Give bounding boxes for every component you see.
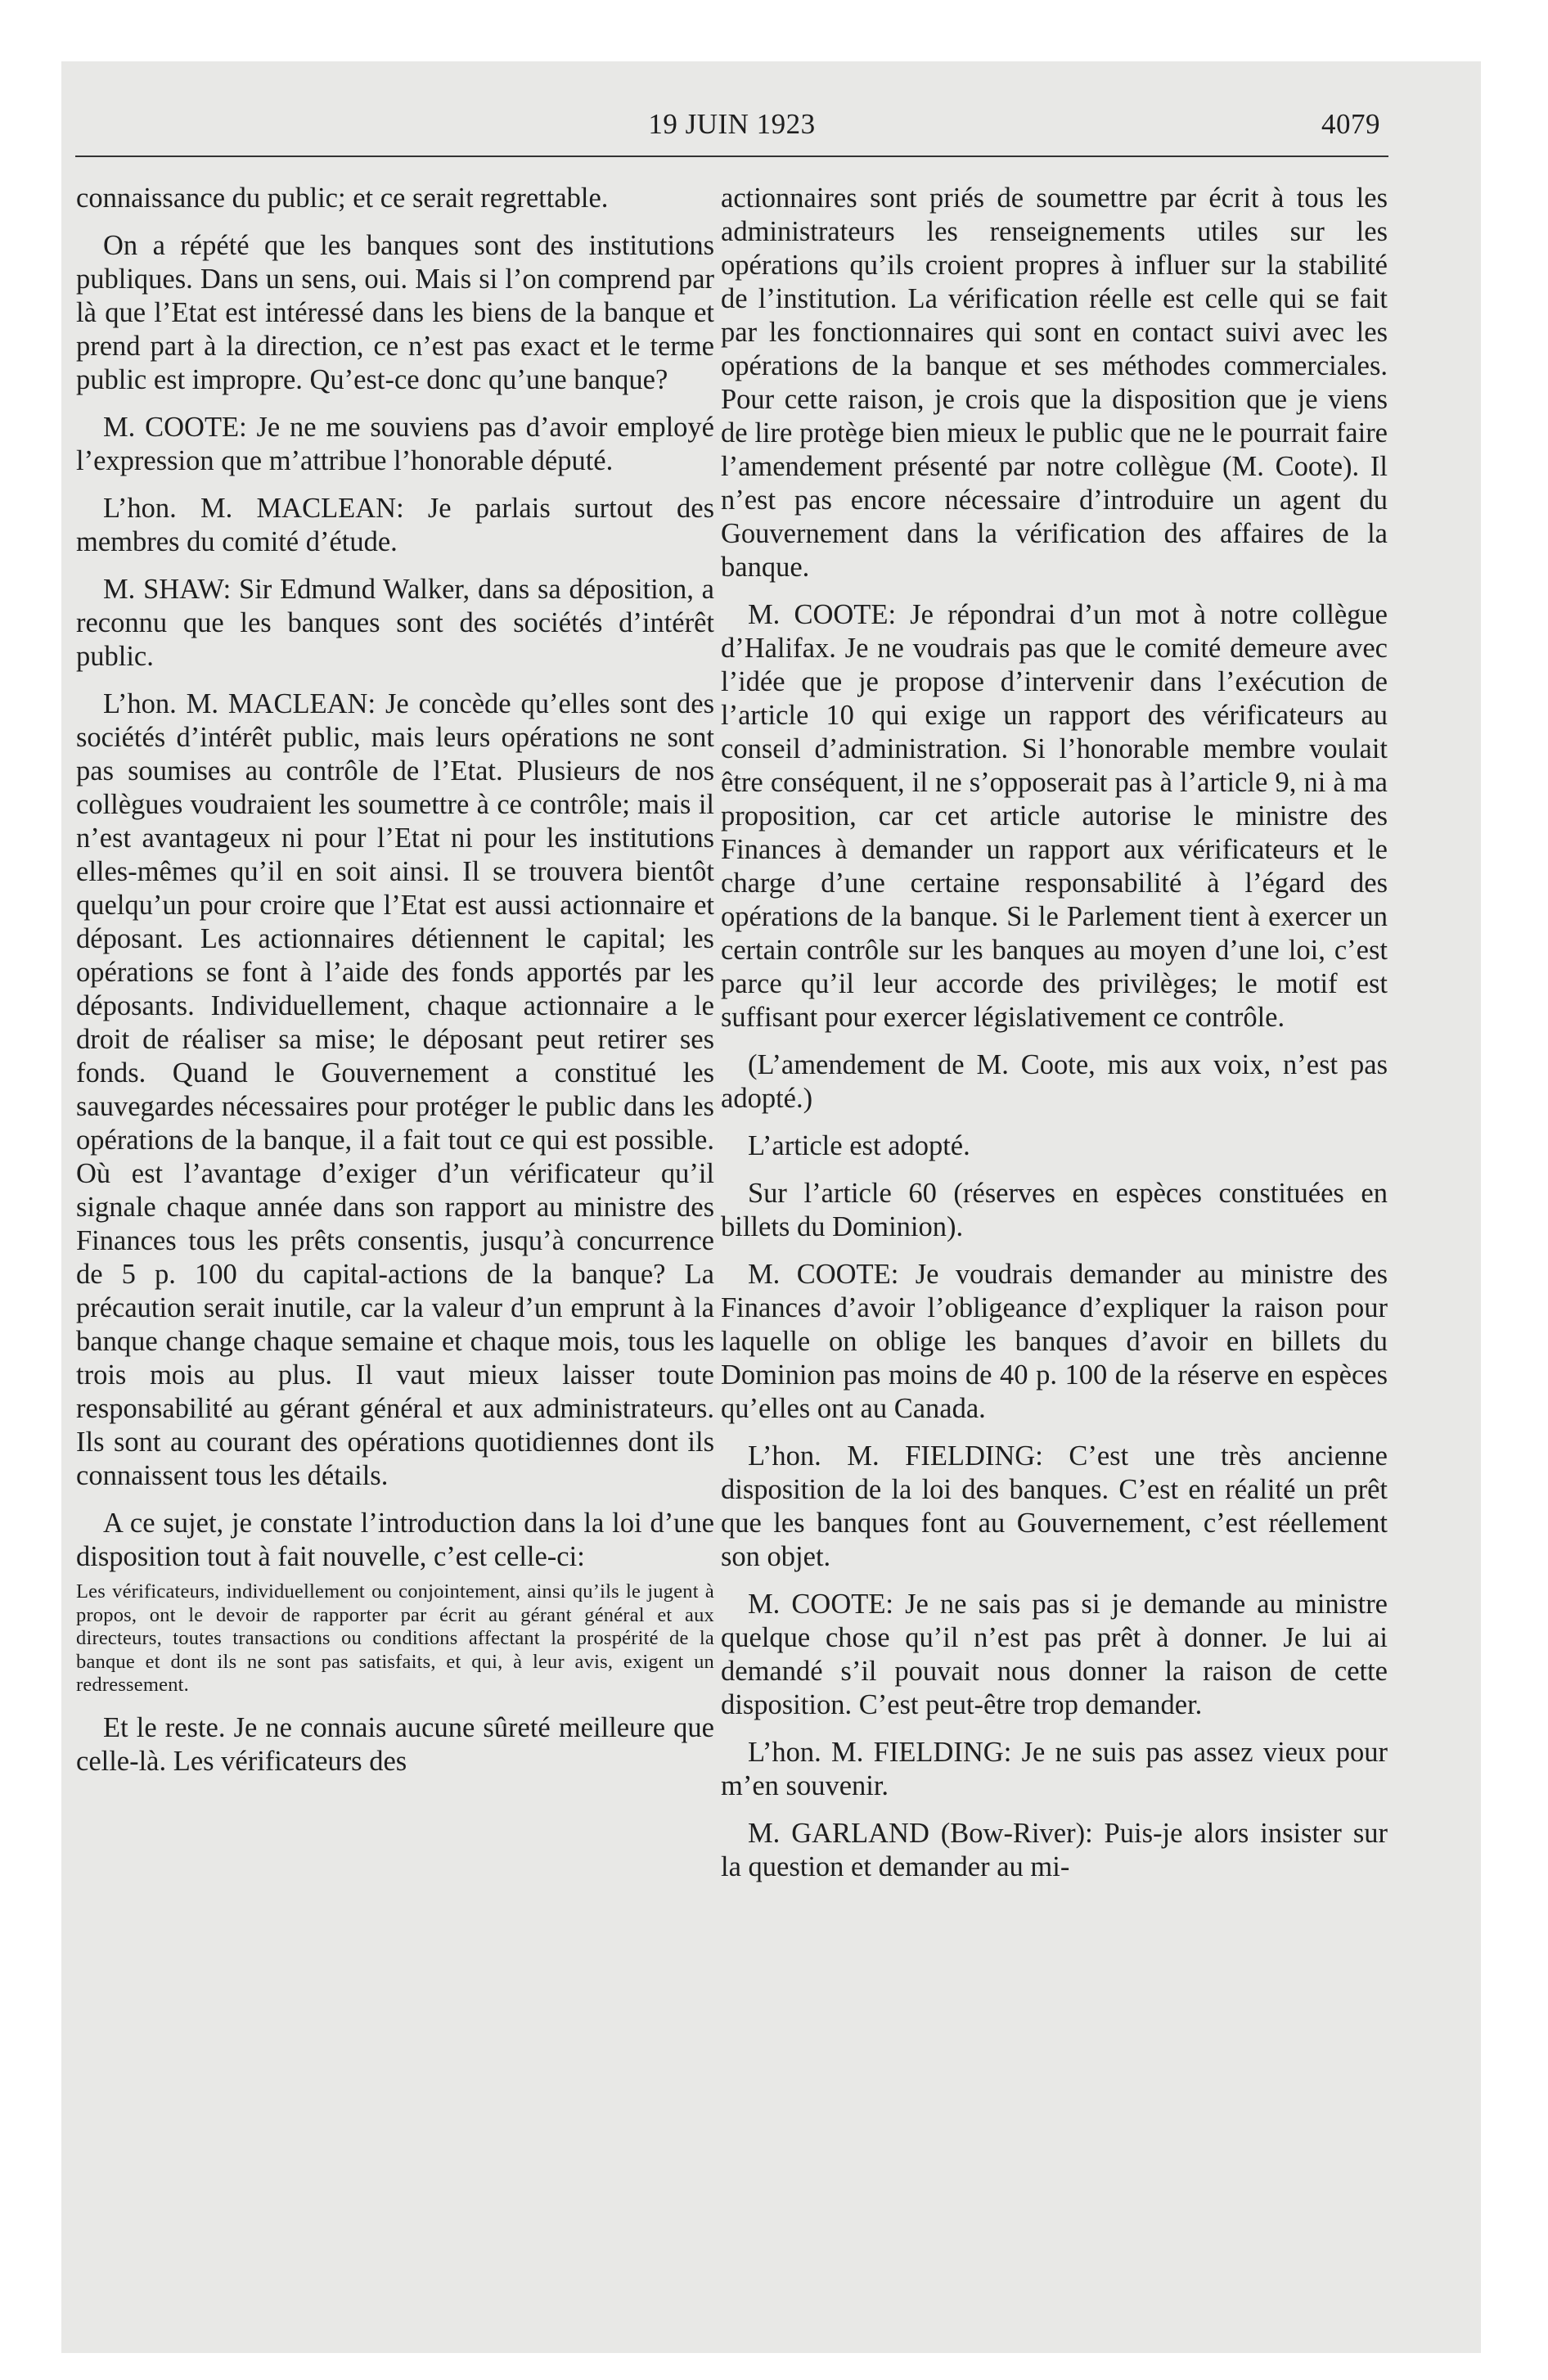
paragraph: L’hon. M. MACLEAN: Je parlais surtout des membres du comité d’étude. bbox=[76, 493, 714, 557]
paragraph: A ce sujet, je constate l’introduction dans la loi d’une disposition tout à fait nouvelle, c’est celle-ci: bbox=[76, 1508, 714, 1572]
paragraph: Sur l’article 60 (réserves en espèces constituées en billets du Dominion). bbox=[721, 1178, 1388, 1242]
page-number: 4079 bbox=[1321, 108, 1380, 140]
page-header bbox=[75, 100, 1388, 149]
paragraph: L’article est adopté. bbox=[748, 1130, 970, 1161]
paragraph: Et le reste. Je ne connais aucune sûreté meilleure que celle-là. Les vérificateurs des bbox=[76, 1711, 714, 1777]
paragraph: M. COOTE: Je ne sais pas si je demande au ministre quelque chose qu’il n’est pas prêt à donner. Je lui ai demandé s’il pouvait nous donner la raison de cette disposition. C’est peut-être trop demander. bbox=[721, 1589, 1388, 1720]
paragraph: M. COOTE: Je voudrais demander au ministre des Finances d’avoir l’obligeance d’expliquer la raison pour laquelle on oblige les banques d’avoir en billets du Dominion pas moins de 40 p. 100 de la réserve en espèces qu’elles ont au Canada. bbox=[721, 1259, 1388, 1424]
paragraph: M. COOTE: Je ne me souviens pas d’avoir employé l’expression que m’attribue l’honorable député. bbox=[76, 412, 714, 476]
page-date: 19 JUIN 1923 bbox=[648, 108, 816, 140]
paragraph: M. COOTE: Je répondrai d’un mot à notre collègue d’Halifax. Je ne voudrais pas que le comité demeure avec l’idée que je propose d’intervenir dans l’exécution de l’article 10 qui exige un rapport des vérificateurs au conseil d’administration. Si l’honorable membre voulait être conséquent, il ne s’opposerait pas à l’article 9, ni à ma proposition, car cet article autorise le ministre des Finances à demander un rapport aux vérificateurs et le charge d’une certaine responsabilité à l’égard des opérations de la banque. Si le Parlement tient à exercer un certain contrôle sur les banques au moyen d’une loi, c’est parce qu’il leur accorde des privilèges; le motif est suffisant pour exercer législativement ce contrôle. bbox=[721, 599, 1388, 1033]
paragraph: On a répété que les banques sont des institutions publiques. Dans un sens, oui. Mais si l’on comprend par là que l’Etat est intéressé dans les biens de la banque et prend part à la direction, ce n’est pas exact et le terme public est impropre. Qu’est-ce donc qu’une banque? bbox=[76, 230, 714, 395]
right-column bbox=[721, 182, 1388, 1898]
block-quote: Les vérificateurs, individuellement ou conjointement, ainsi qu’ils le jugent à propos, ont le devoir de rapporter par écrit au gérant général et aux directeurs, toutes transactions ou conditions affectant la prospérité de la banque et dont ils ne sont pas satisfaits, et qui, à leur avis, exigent un redressement. bbox=[76, 1580, 714, 1696]
paragraph: L’hon. M. FIELDING: Je ne suis pas assez vieux pour m’en souvenir. bbox=[721, 1737, 1388, 1801]
left-column bbox=[76, 182, 714, 1792]
paragraph: M. GARLAND (Bow-River): Puis-je alors insister sur la question et demander au mi- bbox=[721, 1818, 1388, 1882]
paragraph: L’hon. M. MACLEAN: Je concède qu’elles sont des sociétés d’intérêt public, mais leurs opérations ne sont pas soumises au contrôle de l’Etat. Plusieurs de nos collègues voudraient les soumettre à ce contrôle; mais il n’est avantageux ni pour l’Etat ni pour les institutions elles-mêmes qu’il en soit ainsi. Il se trouvera bientôt quelqu’un pour croire que l’Etat est aussi actionnaire et déposant. Les actionnaires détiennent le capital; les opérations se font à l’aide des fonds apportés par les déposants. Individuellement, chaque actionnaire a le droit de réaliser sa mise; le déposant peut retirer ses fonds. Quand le Gouvernement a constitué les sauvegardes nécessaires pour protéger le public dans les opérations de la banque, il a fait tout ce qui est possible. Où est l’avantage d’exiger d’un vérificateur qu’il signale chaque année dans son rapport au ministre des Finances tous les prêts consentis, jusqu’à concurrence de 5 p. 100 du capital-actions de la banque? La précaution serait inutile, car la valeur d’un emprunt à la banque change chaque semaine et chaque mois, tous les trois mois au plus. Il vaut mieux laisser toute responsabilité au gérant général et aux administrateurs. Ils sont au courant des opérations quotidiennes dont ils connaissent tous les détails. bbox=[76, 688, 714, 1491]
paragraph: actionnaires sont priés de soumettre par écrit à tous les administrateurs les renseignements utiles sur les opérations qu’ils croient propres à influer sur la stabilité de l’institution. La vérification réelle est celle qui se fait par les fonctionnaires qui sont en contact suivi avec les opérations de la banque et ses méthodes commerciales. Pour cette raison, je crois que la disposition que je viens de lire protège bien mieux le public que ne le pourrait faire l’amendement présenté par notre collègue (M. Coote). Il n’est pas encore nécessaire d’introduire un agent du Gouvernement dans la vérification des affaires de la banque. bbox=[721, 183, 1388, 583]
header-rule bbox=[75, 156, 1388, 157]
paragraph: L’hon. M. FIELDING: C’est une très ancienne disposition de la loi des banques. C’est en réalité un prêt que les banques font au Gouvernement, c’est réellement son objet. bbox=[721, 1440, 1388, 1572]
paragraph: (L’amendement de M. Coote, mis aux voix, n’est pas adopté.) bbox=[721, 1049, 1388, 1114]
paragraph: M. SHAW: Sir Edmund Walker, dans sa déposition, a reconnu que les banques sont des sociétés d’intérêt public. bbox=[76, 574, 714, 672]
paragraph: connaissance du public; et ce serait regrettable. bbox=[76, 183, 609, 214]
